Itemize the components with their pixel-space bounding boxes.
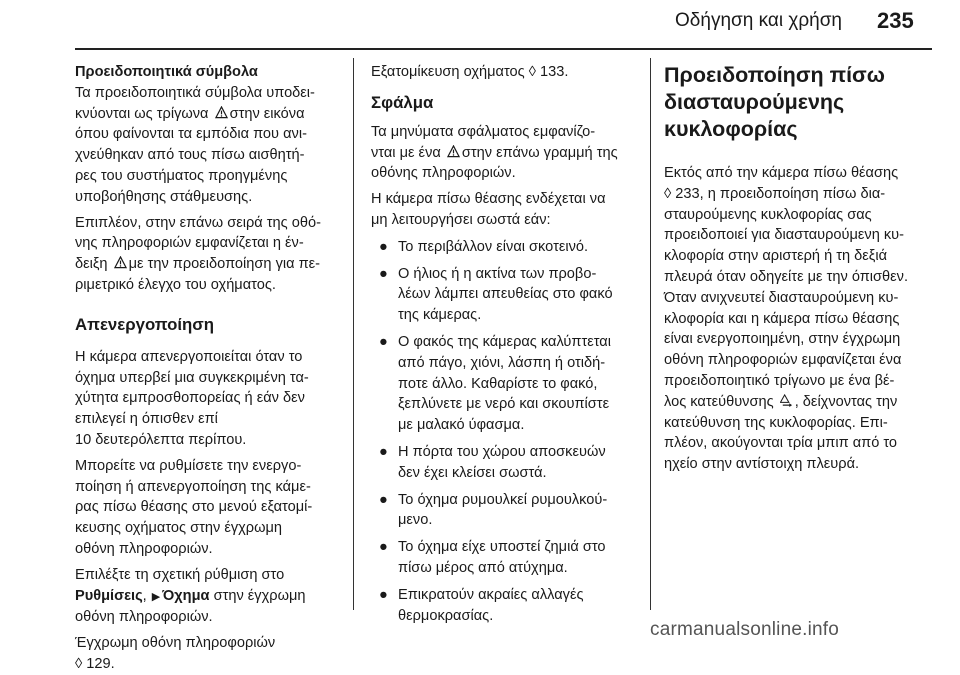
paragraph: Μπορείτε να ρυθμίσετε την ενεργο- ποίηση ή απενεργοποίηση της κάμε- ρας πίσω θέασης στο μενού εξατομί- κευσης οχήματος στην έγχρωμη οθόνη πληροφοριών. <box>75 457 313 557</box>
list-item: ● Ο ήλιος ή η ακτίνα των προβο- λέων λάμπει απευθείας στο φακό της κάμερας. <box>379 265 613 324</box>
warning-triangle-icon <box>114 256 127 269</box>
page-ref-icon: ◊ <box>75 655 87 672</box>
menu-arrow-icon: ▶ <box>151 590 161 603</box>
paragraph: Επιπλέον, στην επάνω σειρά της οθό- νης πληροφοριών εμφανίζεται η έν- δειξη με την προειδοποίηση για πε- ριμετρικό έλεγχο του οχήματος. <box>75 214 321 293</box>
paragraph: Εκτός από την κάμερα πίσω θέασης ◊ 233, η προειδοποίηση πίσω δια- σταυρούμενης κυκλοφορίας σας προειδοποιεί για διασταυρούμενη κυ- κλοφορία στην αριστερή ή τη δεξιά πλευρά όταν οδηγείτε με την όπισθεν. Όταν ανιχνευτεί διασταυρούμενη κυ- κλοφορία και η κάμερα πίσω θέασης είναι ενεργοποιημένη, στην έγχρωμη οθόνη πληροφοριών εμφανίζεται ένα προειδοποιητικό τρίγωνο με ένα βέ- λος κατεύθυνσης , δείχνοντας την κατεύθυνση της κυκλοφορίας. Επι- πλέον, ακούγονται τρία μπιπ από το ηχείο στην αντίστοιχη πλευρά. <box>664 165 909 473</box>
section-heading-rear-cross-traffic: Προειδοποίηση πίσω διασταυρούμενης κυκλοφορίας <box>664 63 885 141</box>
warning-symbols-title: Προειδοποιητικά σύμβολα <box>75 64 258 80</box>
paragraph: Έγχρωμη οθόνη πληροφοριών ◊ 129. <box>75 635 276 672</box>
bullet-icon: ● <box>379 586 388 603</box>
paragraph: Η κάμερα πίσω θέασης ενδέχεται να μη λειτουργήσει σωστά εάν: <box>371 191 606 228</box>
page-reference[interactable]: 133. <box>540 64 569 80</box>
list-item: ● Το όχημα ρυμουλκεί ρυμουλκού- μενο. <box>379 491 608 529</box>
paragraph: Τα μηνύματα σφάλματος εμφανίζο- νται με ένα στην επάνω γραμμή της οθόνης πληροφοριών. <box>371 123 618 182</box>
list-item: ● Επικρατούν ακραίες αλλαγές θερμοκρασίας. <box>379 586 584 624</box>
warning-triangle-icon <box>447 145 460 158</box>
warning-triangle-icon <box>215 106 228 119</box>
list-item: ● Η πόρτα του χώρου αποσκευών δεν έχει κλείσει σωστά. <box>379 443 606 481</box>
paragraph: Τα προειδοποιητικά σύμβολα υποδει- κνύονται ως τρίγωνα στην εικόνα όπου φαίνονται τα εμπόδια που ανι- χνεύθηκαν από τους πίσω αισθητή- ρες του συστήματος προηγμένης υποβοήθησης στάθμευσης. <box>75 84 315 205</box>
column-divider <box>353 58 354 610</box>
bullet-icon: ● <box>379 443 388 460</box>
column-divider <box>650 58 651 610</box>
bullet-icon: ● <box>379 333 388 350</box>
bullet-icon: ● <box>379 539 388 556</box>
bullet-icon: ● <box>379 491 388 508</box>
menu-path-settings: Ρυθμίσεις <box>75 587 143 604</box>
bullet-icon: ● <box>379 238 388 255</box>
header-rule <box>75 48 932 50</box>
column-1 <box>75 62 347 675</box>
watermark-footer: carmanualsonline.info <box>650 619 840 640</box>
page-number: 235 <box>877 8 914 33</box>
page-ref-icon: ◊ <box>664 185 676 202</box>
section-heading-error: Σφάλμα <box>371 92 434 112</box>
section-heading-deactivation: Απενεργοποίηση <box>75 314 215 334</box>
list-item: ● Το περιβάλλον είναι σκοτεινό. <box>371 237 637 258</box>
list-item: ● Ο φακός της κάμερας καλύπτεται από πάγο, χιόνι, λάσπη ή οτιδή- ποτε άλλο. Καθαρίστε το φακό, ξεπλύνετε με νερό και σκουπίστε με μαλακό ύφασμα. <box>379 333 611 434</box>
warning-direction-arrow-icon <box>780 394 793 407</box>
page-ref-icon: ◊ <box>528 64 540 80</box>
column-2: Εξατομίκευση οχήματος ◊ 133. Σφάλμα Τα μηνύματα σφάλματος εμφανίζο- νται με ένα στην επάνω γραμμή της οθόνης πληροφοριών. Η κάμερα πίσω θέασης ενδέχεται να μη λειτουργήσει σωστά εάν: ● Το περιβάλλον είναι σκοτεινό. ● Ο ήλιος ή η ακτίνα των προβο- λέων λάμπει απευθείας στο φακό της κάμερας. ● Ο φακός της κάμερας καλύπτεται από πάγο, χιόνι, λάσπη ή οτιδή- ποτε άλλο. Καθαρίστε το φακό, ξεπλύνετε με νερό και σκουπίστε με μαλακό ύφασμα. ● Η πόρτα του χώρου αποσκευών δεν έχει κλείσει σωστά. ● Το όχημα ρυμουλκεί ρυμουλκού- μενο. ● Το όχημα είχε υποστεί ζημιά στο πίσω μέρος από ατύχημα. ● Επικρατούν ακραίες αλλαγές θερμοκρασίας. <box>371 62 637 626</box>
menu-path-vehicle: Όχημα <box>162 587 210 604</box>
running-header-title: Οδήγηση και χρήση <box>675 10 842 31</box>
page-reference[interactable]: 233 <box>675 185 700 202</box>
bullet-list <box>371 237 637 627</box>
page-reference[interactable]: 129. <box>86 655 115 672</box>
paragraph: Επιλέξτε τη σχετική ρύθμιση στο Ρυθμίσεις, ▶ Όχημα στην έγχρωμη οθόνη πληροφοριών. <box>75 566 306 626</box>
list-item: ● Το όχημα είχε υποστεί ζημιά στο πίσω μέρος από ατύχημα. <box>379 539 606 576</box>
paragraph: Η κάμερα απενεργοποιείται όταν το όχημα υπερβεί μια συγκεκριμένη τα- χύτητα εμπροσθοπορείας ή εάν δεν επιλεγεί η όπισθεν επί 10 δευτερόλεπτα περίπου. <box>75 348 309 448</box>
column-3 <box>664 62 934 475</box>
bullet-icon: ● <box>379 265 388 282</box>
